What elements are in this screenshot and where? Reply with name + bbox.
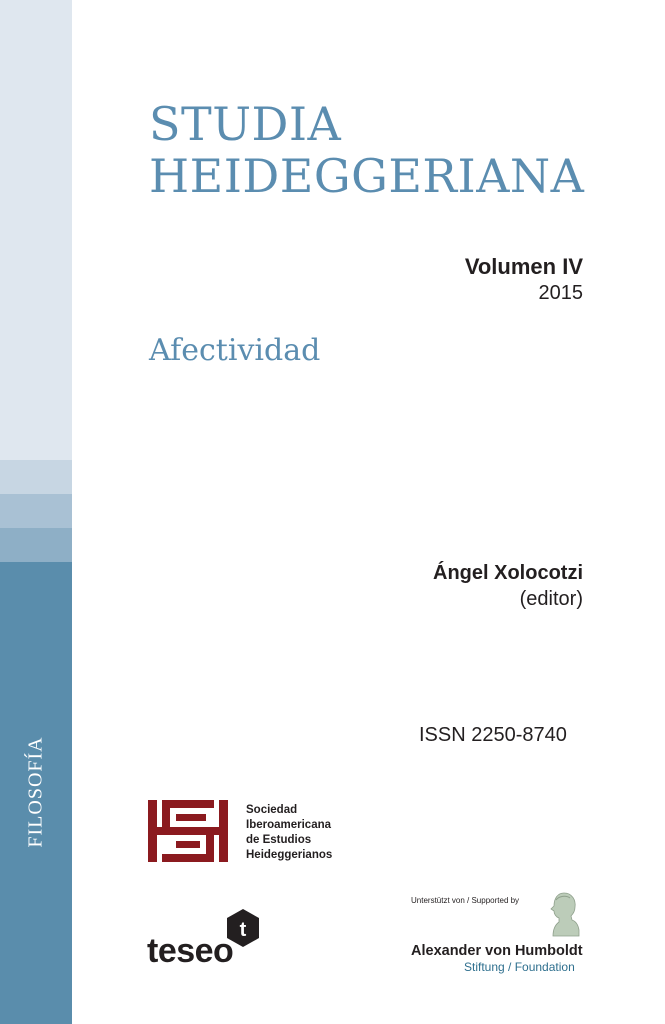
volume-year: 2015 bbox=[538, 282, 583, 304]
stripe-band-1 bbox=[0, 460, 72, 494]
journal-title bbox=[149, 98, 584, 202]
left-spine-stripe bbox=[0, 0, 72, 1024]
humboldt-sub: Stiftung / Foundation bbox=[464, 960, 575, 974]
stripe-band-2 bbox=[0, 494, 72, 528]
stripe-band-light bbox=[0, 0, 72, 460]
volume-block bbox=[465, 254, 583, 306]
title-line-1: STUDIA bbox=[149, 97, 342, 151]
humboldt-bust-icon bbox=[544, 890, 582, 943]
editor-name: Ángel Xolocotzi bbox=[433, 562, 583, 584]
issn: ISSN 2250-8740 bbox=[419, 724, 567, 746]
teseo-wordmark: teseo bbox=[147, 932, 234, 970]
sieh-line-4: Heideggerianos bbox=[246, 849, 333, 861]
supported-by-text: Unterstützt von / Supported by bbox=[411, 896, 520, 905]
sieh-line-3: de Estudios bbox=[246, 834, 312, 846]
teseo-icon-letter: t bbox=[239, 919, 247, 941]
issue-subtitle: Afectividad bbox=[149, 333, 321, 368]
editor-block bbox=[433, 560, 583, 612]
sieh-line-1: Sociedad bbox=[246, 804, 298, 816]
stripe-band-3 bbox=[0, 528, 72, 562]
sieh-name bbox=[246, 803, 332, 863]
sieh-logo-icon bbox=[148, 800, 228, 862]
humboldt-name: Alexander von Humboldt bbox=[411, 943, 583, 959]
spine-label: FILOSOFÍA bbox=[24, 736, 47, 848]
sieh-line-2: Iberoamericana bbox=[246, 819, 332, 831]
editor-role: (editor) bbox=[519, 588, 583, 610]
title-line-2: HEIDEGGERIANA bbox=[149, 149, 585, 203]
volume-label: Volumen IV bbox=[464, 254, 583, 279]
